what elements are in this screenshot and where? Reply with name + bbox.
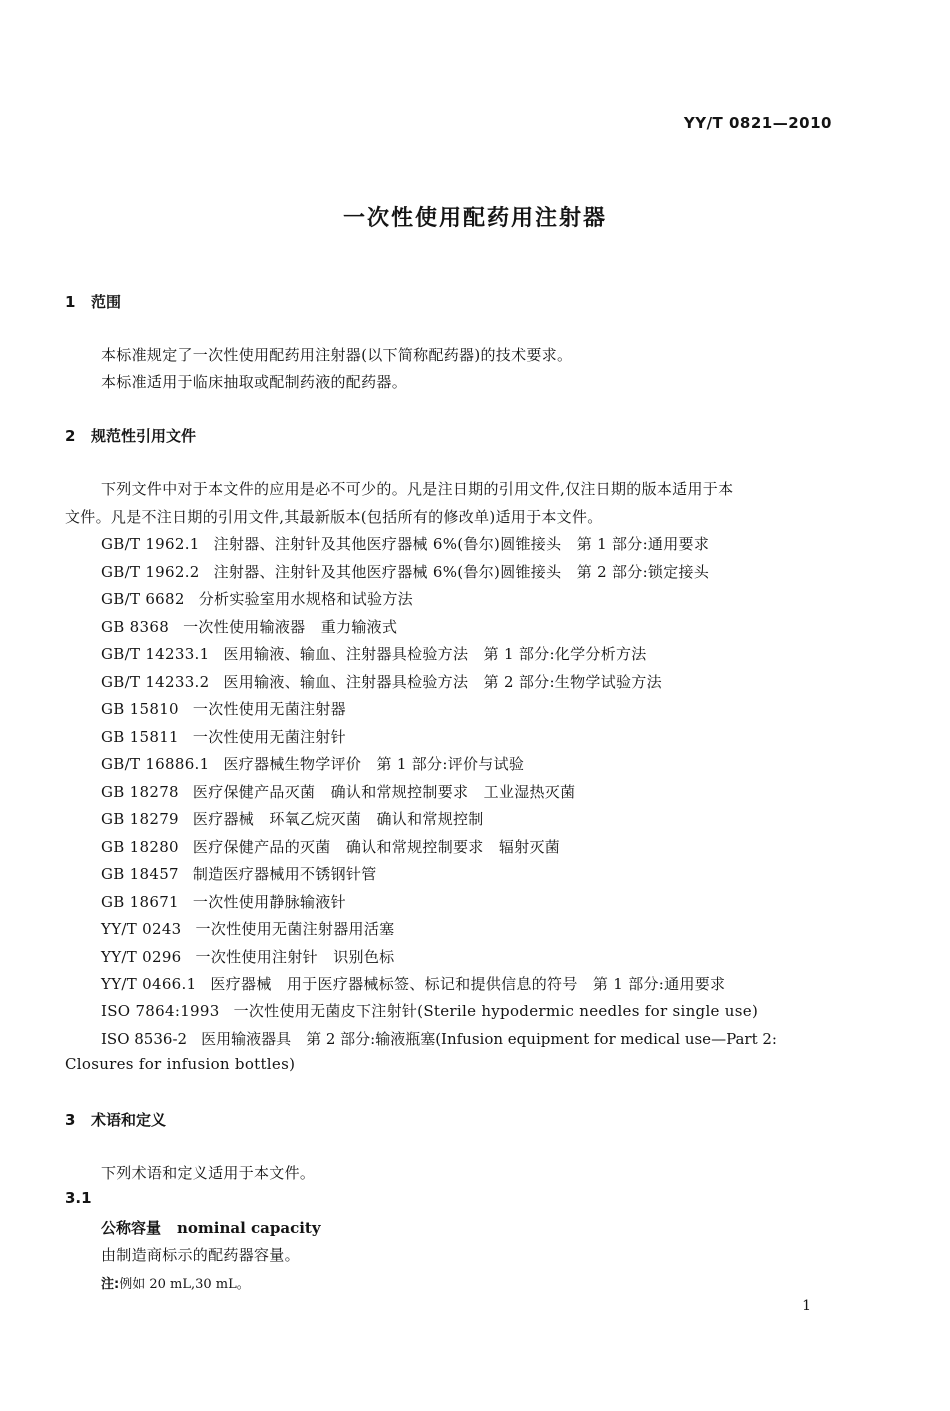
reference-code: GB/T 16886.1 [101, 755, 210, 773]
reference-title: 医疗保健产品的灭菌 确认和常规控制要求 辐射灭菌 [192, 838, 561, 856]
reference-code: GB 18278 [101, 783, 179, 801]
reference-item [101, 588, 413, 609]
reference-code: GB/T 1962.2 [101, 563, 200, 581]
section-title: 规范性引用文件 [91, 427, 197, 445]
reference-code: GB/T 6682 [101, 590, 185, 608]
reference-title: 医疗器械 用于医疗器械标签、标记和提供信息的符号 第 1 部分:通用要求 [210, 975, 726, 993]
reference-code: GB 15810 [101, 700, 179, 718]
reference-code: GB 8368 [101, 618, 170, 636]
term-chinese: 公称容量 [101, 1219, 162, 1237]
reference-item [101, 753, 524, 774]
page-number: 1 [802, 1298, 811, 1314]
reference-title: 一次性使用静脉输液针 [192, 893, 346, 911]
reference-item [101, 836, 560, 857]
reference-title: 一次性使用无菌皮下注射针(Sterile hypodermic needles for single use) [233, 1002, 759, 1020]
reference-title: 制造医疗器械用不锈钢针管 [192, 865, 377, 883]
reference-code: GB 18280 [101, 838, 179, 856]
reference-item [101, 891, 346, 912]
note-text: 例如 20 mL,30 mL。 [119, 1277, 250, 1292]
reference-item [101, 973, 725, 994]
references-intro-line-1: 下列文件中对于本文件的应用是必不可少的。凡是注日期的引用文件,仅注日期的版本适用于本 [101, 480, 734, 498]
reference-item [101, 616, 397, 637]
reference-title: 一次性使用注射针 识别色标 [195, 948, 395, 966]
reference-code: GB/T 14233.2 [101, 673, 210, 691]
reference-item [101, 1028, 777, 1049]
subclause-number: 3.1 [65, 1189, 92, 1207]
reference-title: 注射器、注射针及其他医疗器械 6%(鲁尔)圆锥接头 第 2 部分:锁定接头 [213, 563, 710, 581]
section-2-heading [65, 425, 196, 446]
reference-item [101, 643, 647, 664]
section-title: 范围 [91, 293, 122, 311]
reference-title: 医用输液、输血、注射器具检验方法 第 2 部分:生物学试验方法 [223, 673, 662, 691]
reference-code: GB/T 1962.1 [101, 535, 200, 553]
reference-item [101, 561, 709, 582]
reference-code: YY/T 0243 [101, 920, 182, 938]
reference-code: GB 18279 [101, 810, 179, 828]
terms-intro: 下列术语和定义适用于本文件。 [101, 1164, 316, 1182]
reference-title: 一次性使用输液器 重力输液式 [183, 618, 398, 636]
references-intro-line-2: 文件。凡是不注日期的引用文件,其最新版本(包括所有的修改单)适用于本文件。 [65, 508, 603, 526]
term-english: nominal capacity [177, 1219, 321, 1237]
section-number: 2 [65, 427, 76, 445]
document-title: 一次性使用配药用注射器 [342, 206, 607, 231]
term-definition: 由制造商标示的配药器容量。 [101, 1246, 300, 1264]
reference-title: 医疗保健产品灭菌 确认和常规控制要求 工业湿热灭菌 [192, 783, 576, 801]
reference-title: 医用输液器具 第 2 部分:输液瓶塞(Infusion equipment for medical use—Part 2: [201, 1030, 777, 1048]
reference-title: 一次性使用无菌注射器 [192, 700, 346, 718]
section-3-heading [65, 1109, 166, 1130]
reference-item [101, 671, 662, 692]
reference-code: GB/T 14233.1 [101, 645, 210, 663]
reference-code: ISO 8536-2 [101, 1030, 188, 1048]
reference-code: GB 15811 [101, 728, 179, 746]
scope-paragraph-2: 本标准适用于临床抽取或配制药液的配药器。 [101, 373, 408, 391]
reference-item [101, 863, 377, 884]
reference-item [101, 698, 346, 719]
reference-title: 一次性使用无菌注射针 [192, 728, 346, 746]
reference-continuation: Closures for infusion bottles) [65, 1055, 296, 1073]
reference-item [101, 918, 394, 939]
standard-code: YY/T 0821—2010 [683, 114, 832, 132]
reference-code: YY/T 0466.1 [101, 975, 197, 993]
section-1-heading [65, 291, 121, 312]
section-title: 术语和定义 [91, 1111, 167, 1129]
term-entry [101, 1217, 321, 1238]
reference-title: 医疗器械 环氧乙烷灭菌 确认和常规控制 [192, 810, 484, 828]
reference-item [101, 726, 346, 747]
note [101, 1273, 250, 1292]
reference-code: ISO 7864:1993 [101, 1002, 220, 1020]
reference-title: 医用输液、输血、注射器具检验方法 第 1 部分:化学分析方法 [223, 645, 647, 663]
note-label: 注: [101, 1277, 120, 1292]
reference-code: GB 18457 [101, 865, 179, 883]
reference-title: 医疗器械生物学评价 第 1 部分:评价与试验 [223, 755, 525, 773]
reference-item [101, 946, 394, 967]
reference-item [101, 533, 709, 554]
scope-paragraph-1: 本标准规定了一次性使用配药用注射器(以下简称配药器)的技术要求。 [101, 346, 573, 364]
reference-code: YY/T 0296 [101, 948, 182, 966]
reference-item [101, 781, 575, 802]
reference-item [101, 808, 484, 829]
reference-title: 注射器、注射针及其他医疗器械 6%(鲁尔)圆锥接头 第 1 部分:通用要求 [213, 535, 710, 553]
section-number: 1 [65, 293, 76, 311]
section-number: 3 [65, 1111, 76, 1129]
reference-item [101, 1000, 758, 1021]
reference-title: 一次性使用无菌注射器用活塞 [195, 920, 395, 938]
reference-code: GB 18671 [101, 893, 179, 911]
reference-title: 分析实验室用水规格和试验方法 [198, 590, 413, 608]
